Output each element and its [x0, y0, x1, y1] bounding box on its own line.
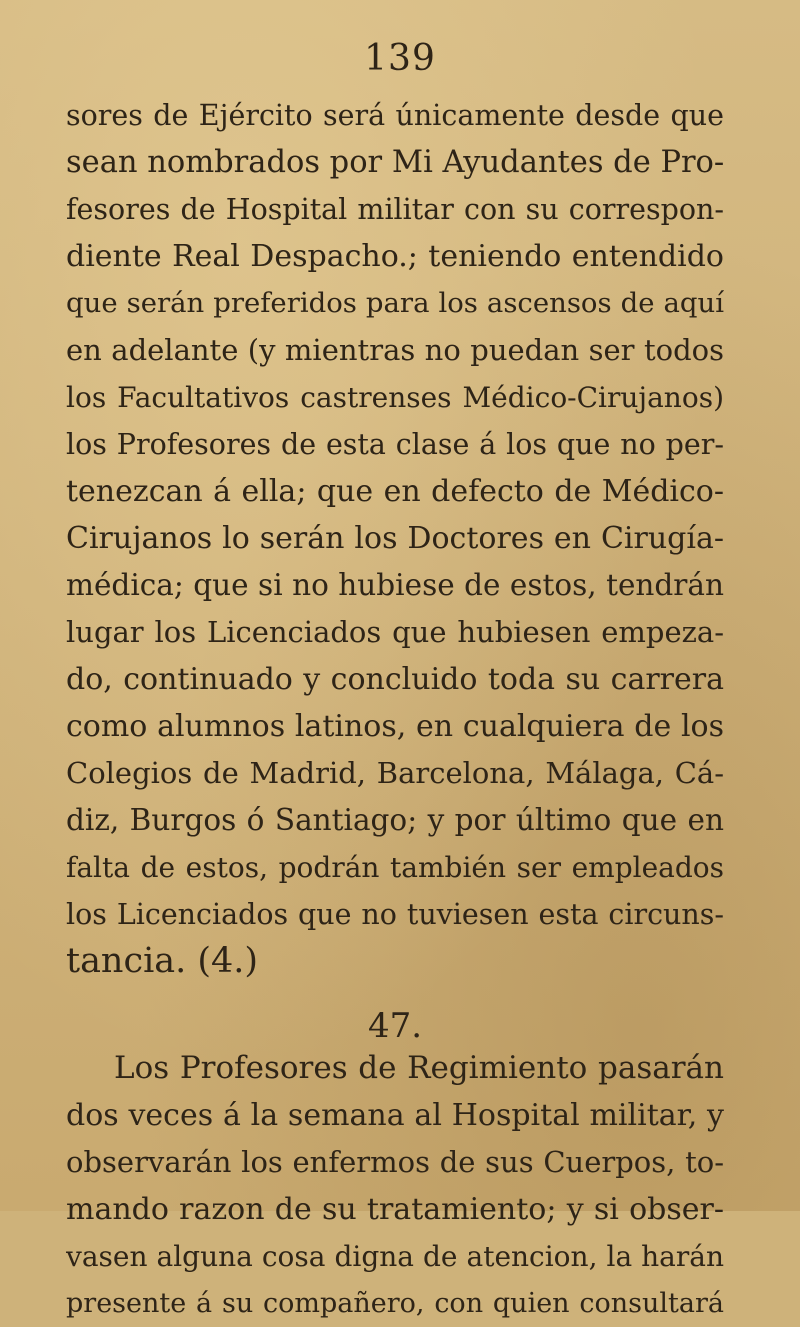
text-line: Colegios de Madrid, Barcelona, Málaga, Cá-: [66, 756, 724, 790]
text-line: los Licenciados que no tuviesen esta circuns-: [66, 898, 724, 931]
text-line: como alumnos latinos, en cualquiera de los: [66, 709, 724, 744]
text-line: tancia. (4.): [66, 941, 259, 981]
text-line: lugar los Licenciados que hubiesen empeza-: [66, 615, 724, 649]
text-line: diz, Burgos ó Santiago; y por último que en: [66, 803, 724, 837]
text-line: diente Real Despacho.; teniendo entendido: [66, 239, 724, 274]
text-line: los Profesores de esta clase á los que no per-: [66, 428, 724, 461]
text-line: tenezcan á ella; que en defecto de Médico-: [66, 474, 724, 509]
text-line: en adelante (y mientras no puedan ser todos: [66, 333, 724, 367]
text-line: que serán preferidos para los ascensos de aquí: [66, 287, 724, 319]
page-number: 139: [364, 38, 436, 79]
text-line: Cirujanos lo serán los Doctores en Cirugía-: [66, 521, 724, 556]
text-line: observarán los enfermos de sus Cuerpos, to-: [66, 1145, 724, 1179]
text-line: los Facultativos castrenses Médico-Cirujanos): [66, 381, 724, 414]
text-line: sean nombrados por Mi Ayudantes de Pro-: [66, 145, 724, 180]
text-line: Los Profesores de Regimiento pasarán: [114, 1050, 724, 1086]
text-line: presente á su compañero, con quien consultará: [66, 1288, 724, 1319]
text-line: vasen alguna cosa digna de atencion, la harán: [66, 1240, 724, 1273]
text-body: [66, 92, 724, 1327]
text-line: médica; que si no hubiese de estos, tendrán: [66, 568, 724, 602]
text-line: dos veces á la semana al Hospital militar, y: [66, 1098, 724, 1133]
section-number: 47.: [367, 1006, 423, 1046]
text-line: sores de Ejército será únicamente desde que: [66, 99, 724, 132]
text-line: mando razon de su tratamiento; y si obser-: [66, 1192, 724, 1227]
text-line: do, continuado y concluido toda su carrera: [66, 662, 724, 697]
text-line: fesores de Hospital militar con su correspon-: [66, 193, 724, 226]
text-line: falta de estos, podrán también ser empleados: [66, 851, 724, 884]
